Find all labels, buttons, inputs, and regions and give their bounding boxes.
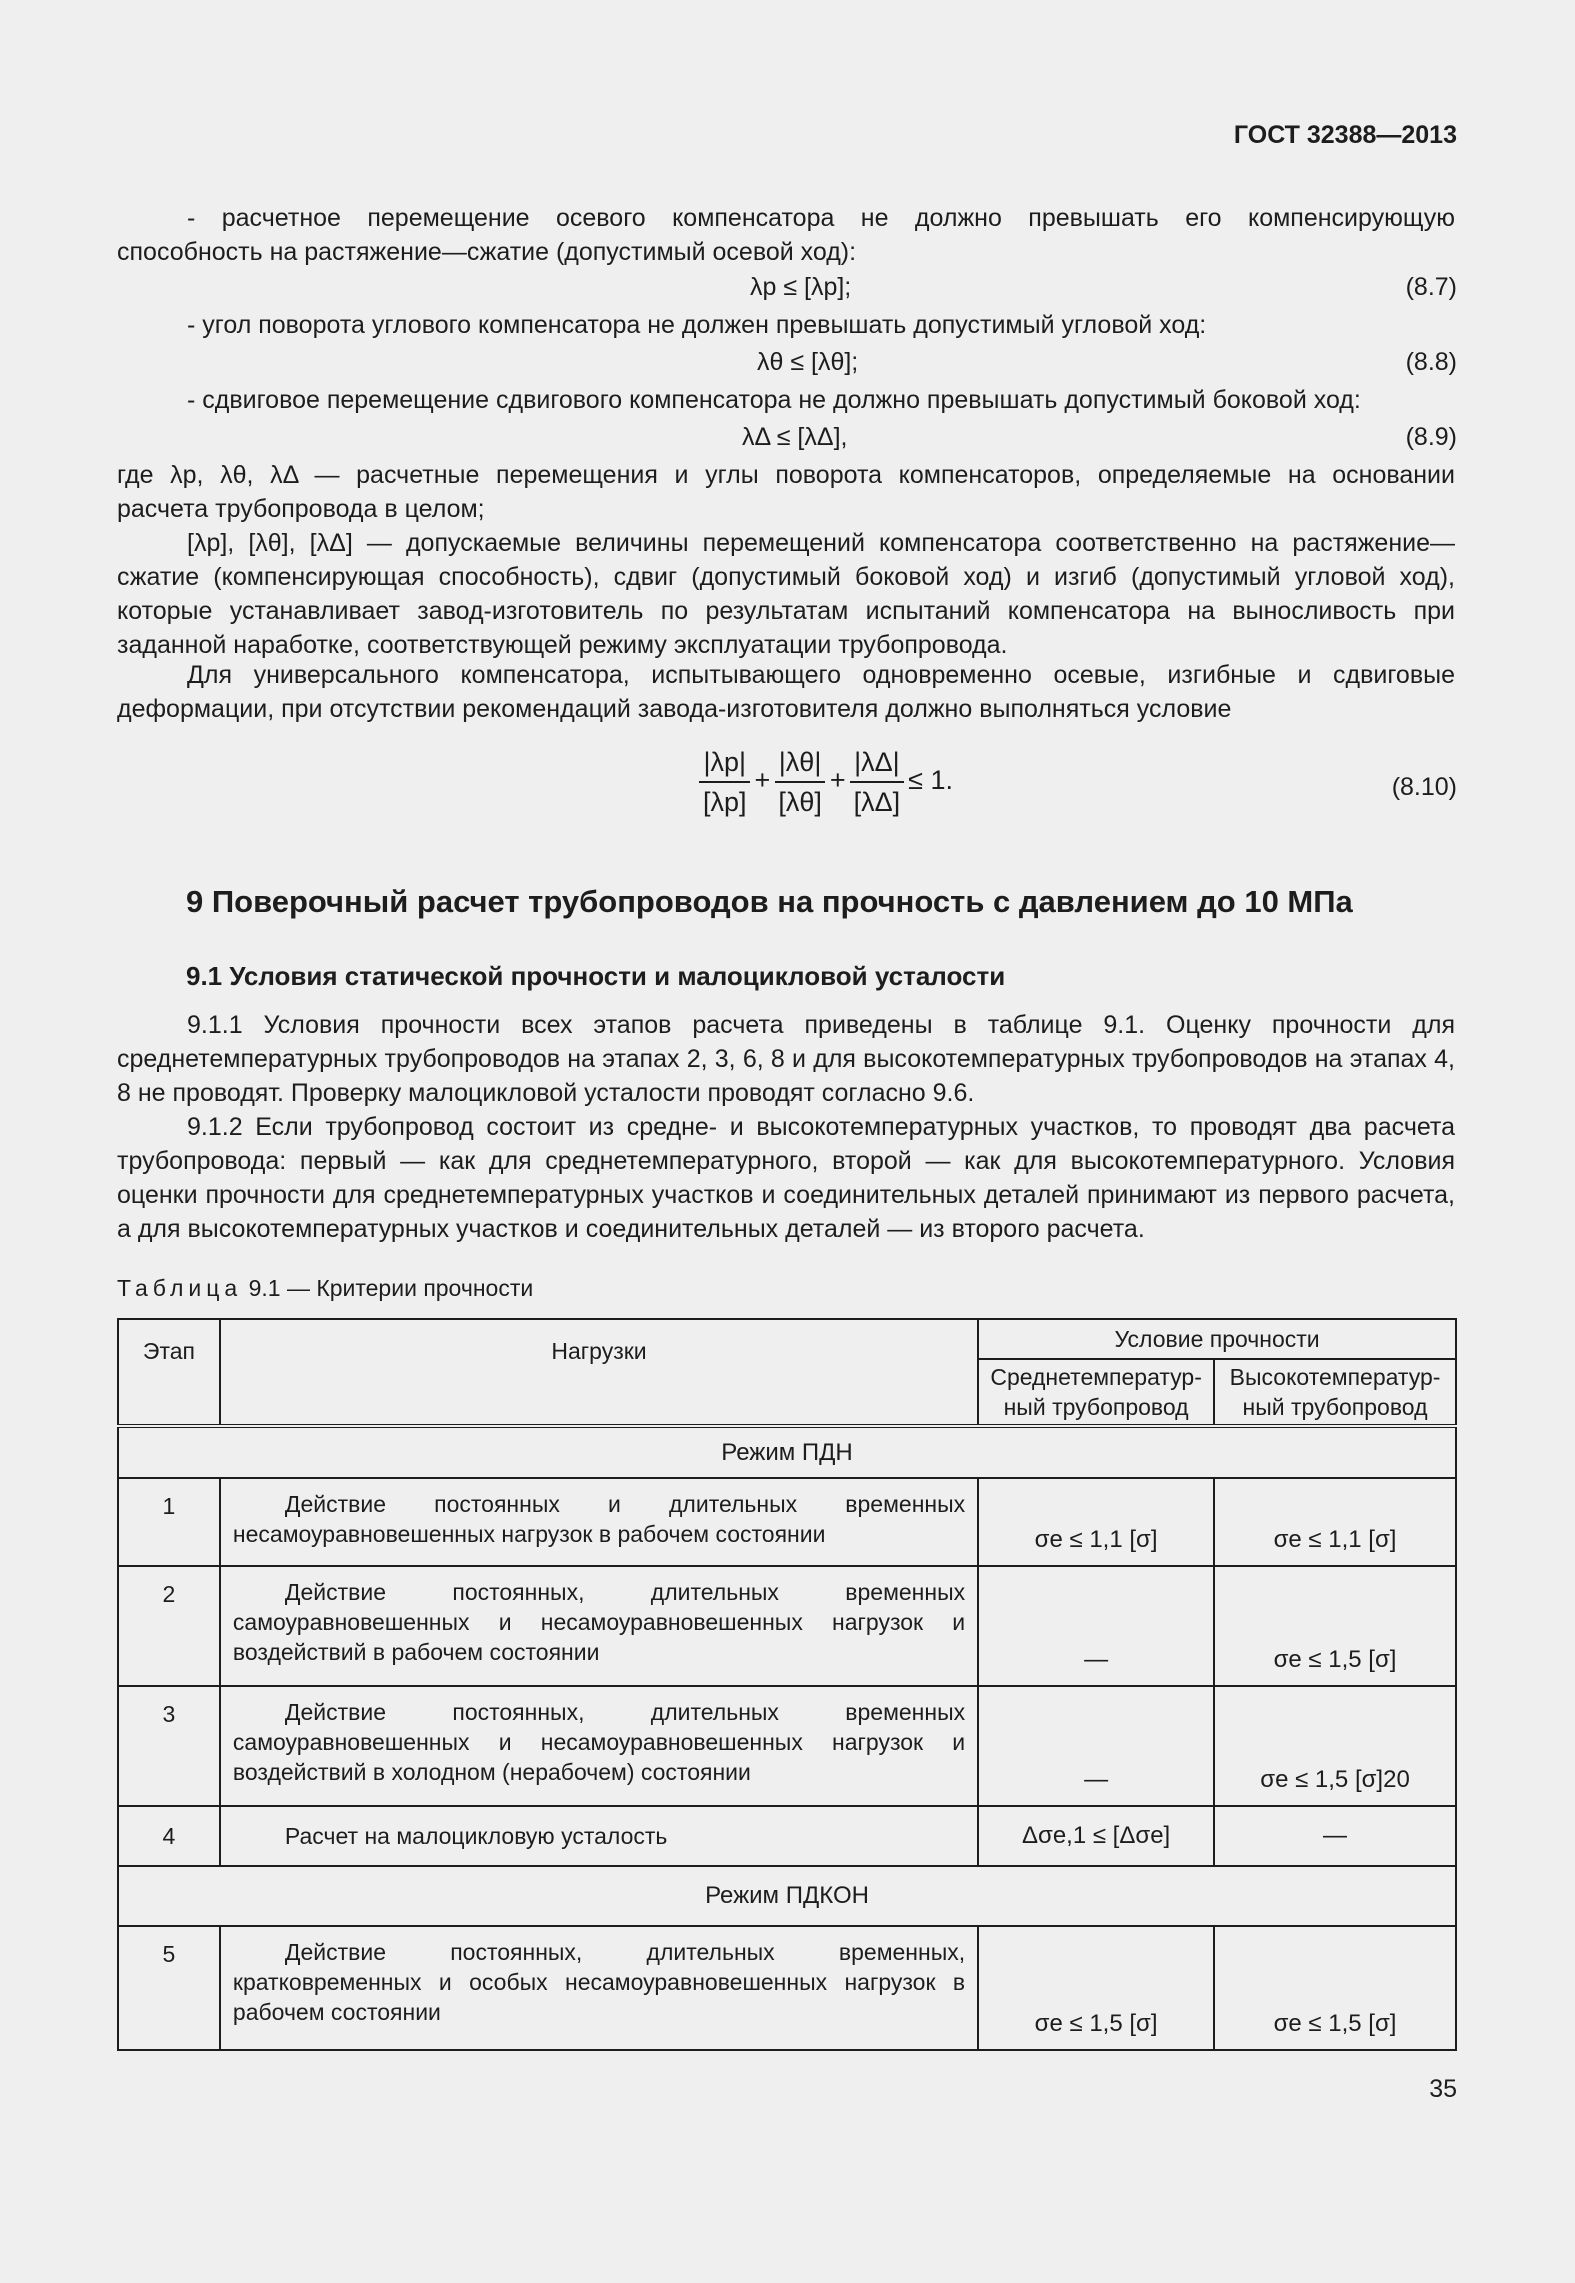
high-temp-condition: σe ≤ 1,5 [σ]20 xyxy=(1214,1686,1456,1806)
formula-8-10: $\frac{|\lambda p|}{[\lambda p]}$ + $\frac{|\lambda\theta|}{[\lambda\theta]}$ + $\frac{|\lambda\Delta|}{[\lambda\Delta]}$ ≤ 1. xyxy=(695,745,953,819)
header-loads: Нагрузки xyxy=(220,1319,978,1426)
stage-number: 1 xyxy=(118,1478,220,1566)
fraction-angular xyxy=(774,745,826,819)
numerator: |λΔ| xyxy=(850,745,904,783)
load-description: Расчет на малоцикловую усталость xyxy=(220,1806,978,1866)
mode-row-pdkon: Режим ПДКОН xyxy=(118,1866,1456,1926)
table-row xyxy=(118,1478,1456,1566)
table-row xyxy=(118,1686,1456,1806)
section-heading: 9 Поверочный расчет трубопроводов на прочность с давлением до 10 МПа xyxy=(186,884,1353,919)
table-row xyxy=(118,1926,1456,2050)
equation-number-8-9: (8.9) xyxy=(1405,423,1457,451)
formula-8-7: λp ≤ [λp]; xyxy=(750,273,852,301)
paragraph-lateral: - сдвиговое перемещение сдвигового компенсатора не должно превышать допустимый боковой ход: xyxy=(187,386,1361,414)
numerator: |λp| xyxy=(699,745,750,783)
equation-number-8-10: (8.10) xyxy=(1391,773,1457,801)
load-description: Действие постоянных, длительных временных самоуравновешенных и несамоуравновешенных нагрузок и воздействий в холодном (нерабочем) состоянии xyxy=(220,1686,978,1806)
formula-8-8: λθ ≤ [λθ]; xyxy=(757,348,859,376)
paragraph-allowable: [λp], [λθ], [λΔ] — допускаемые величины перемещений компенсатора соответственно на растяжение—сжатие (компенсирующая способность), сдвиг (допустимый боковой ход) и изгиб (допустимый угловой ход), которые устанавливает завод-изготовитель по результатам испытаний компенсатора на выносливость при заданной наработке, соответствующей режиму эксплуатации трубопровода. xyxy=(117,529,1455,659)
paragraph-9-1-1: 9.1.1 Условия прочности всех этапов расчета приведены в таблице 9.1. Оценку прочности для среднетемпературных трубопроводов на этапах 2, 3, 6, 8 и для высокотемпературных трубопроводов на этапах 4, 8 не проводят. Проверку малоцикловой усталости проводят согласно 9.6. xyxy=(117,1011,1455,1107)
denominator: [λp] xyxy=(703,787,747,817)
paragraph-axial: - расчетное перемещение осевого компенсатора не должно превышать его компенсирующую xyxy=(187,204,1455,232)
caption-text: 9.1 — Критерии прочности xyxy=(248,1275,534,1301)
fraction-axial xyxy=(699,745,751,819)
numerator: |λθ| xyxy=(775,745,826,783)
stage-number: 4 xyxy=(118,1806,220,1866)
load-description: Действие постоянных, длительных временных, кратковременных и особых несамоуравновешенных нагрузок в рабочем состоянии xyxy=(220,1926,978,2050)
formula-8-9: λΔ ≤ [λΔ], xyxy=(742,423,848,451)
header-high-temp: Высокотемператур-ный трубопровод xyxy=(1214,1359,1456,1426)
high-temp-condition: σe ≤ 1,5 [σ] xyxy=(1214,1926,1456,2050)
high-temp-condition: σe ≤ 1,1 [σ] xyxy=(1214,1478,1456,1566)
subsection-heading: 9.1 Условия статической прочности и малоцикловой усталости xyxy=(186,961,1006,991)
load-description: Действие постоянных и длительных временных несамоуравновешенных нагрузок в рабочем состоянии xyxy=(220,1478,978,1566)
stage-number: 3 xyxy=(118,1686,220,1806)
header-condition: Условие прочности xyxy=(978,1319,1456,1359)
standard-number: ГОСТ 32388—2013 xyxy=(1233,121,1457,149)
denominator: [λΔ] xyxy=(853,787,901,817)
table-caption xyxy=(117,1275,533,1302)
load-description: Действие постоянных, длительных временных самоуравновешенных и несамоуравновешенных нагрузок и воздействий в рабочем состоянии xyxy=(220,1566,978,1686)
table-row xyxy=(118,1806,1456,1866)
mid-temp-condition: — xyxy=(978,1566,1214,1686)
mode-row-pdn: Режим ПДН xyxy=(118,1426,1456,1478)
page-number: 35 xyxy=(1429,2075,1457,2103)
high-temp-condition: σe ≤ 1,5 [σ] xyxy=(1214,1566,1456,1686)
high-temp-condition: — xyxy=(1214,1806,1456,1866)
equation-number-8-7: (8.7) xyxy=(1405,273,1457,301)
mid-temp-condition: σe ≤ 1,5 [σ] xyxy=(978,1926,1214,2050)
paragraph-universal: Для универсального компенсатора, испытывающего одновременно осевые, изгибные и сдвиговые деформации, при отсутствии рекомендаций завода-изготовителя должно выполняться условие xyxy=(117,661,1455,723)
header-stage: Этап xyxy=(118,1319,220,1426)
paragraph-where: где λp, λθ, λΔ — расчетные перемещения и углы поворота компенсаторов, определяемые на основании xyxy=(117,461,1455,489)
header-mid-temp: Среднетемператур-ный трубопровод xyxy=(978,1359,1214,1426)
table-row xyxy=(118,1566,1456,1686)
strength-criteria-table xyxy=(117,1318,1457,2051)
paragraph-where-cont: расчета трубопровода в целом; xyxy=(117,495,485,523)
mid-temp-condition: Δσe,1 ≤ [Δσe] xyxy=(978,1806,1214,1866)
equation-number-8-8: (8.8) xyxy=(1405,348,1457,376)
paragraph-axial-cont: способность на растяжение—сжатие (допустимый осевой ход): xyxy=(117,238,857,266)
paragraph-angular: - угол поворота углового компенсатора не должен превышать допустимый угловой ход: xyxy=(187,311,1207,339)
denominator: [λθ] xyxy=(778,787,822,817)
paragraph-9-1-2: 9.1.2 Если трубопровод состоит из средне- и высокотемпературных участков, то проводят два расчета трубопровода: первый — как для среднетемпературного, второй — как для высокотемпературного. Условия оценки прочности для среднетемпературных участков и соединительных деталей принимают из первого расчета, а для высокотемпературных участков и соединительных деталей — из второго расчета. xyxy=(117,1113,1455,1243)
mid-temp-condition: σe ≤ 1,1 [σ] xyxy=(978,1478,1214,1566)
stage-number: 2 xyxy=(118,1566,220,1686)
fraction-lateral xyxy=(850,745,905,819)
stage-number: 5 xyxy=(118,1926,220,2050)
caption-word: Таблица xyxy=(117,1275,243,1301)
mid-temp-condition: — xyxy=(978,1686,1214,1806)
inequality-tail: ≤ 1. xyxy=(908,765,954,796)
